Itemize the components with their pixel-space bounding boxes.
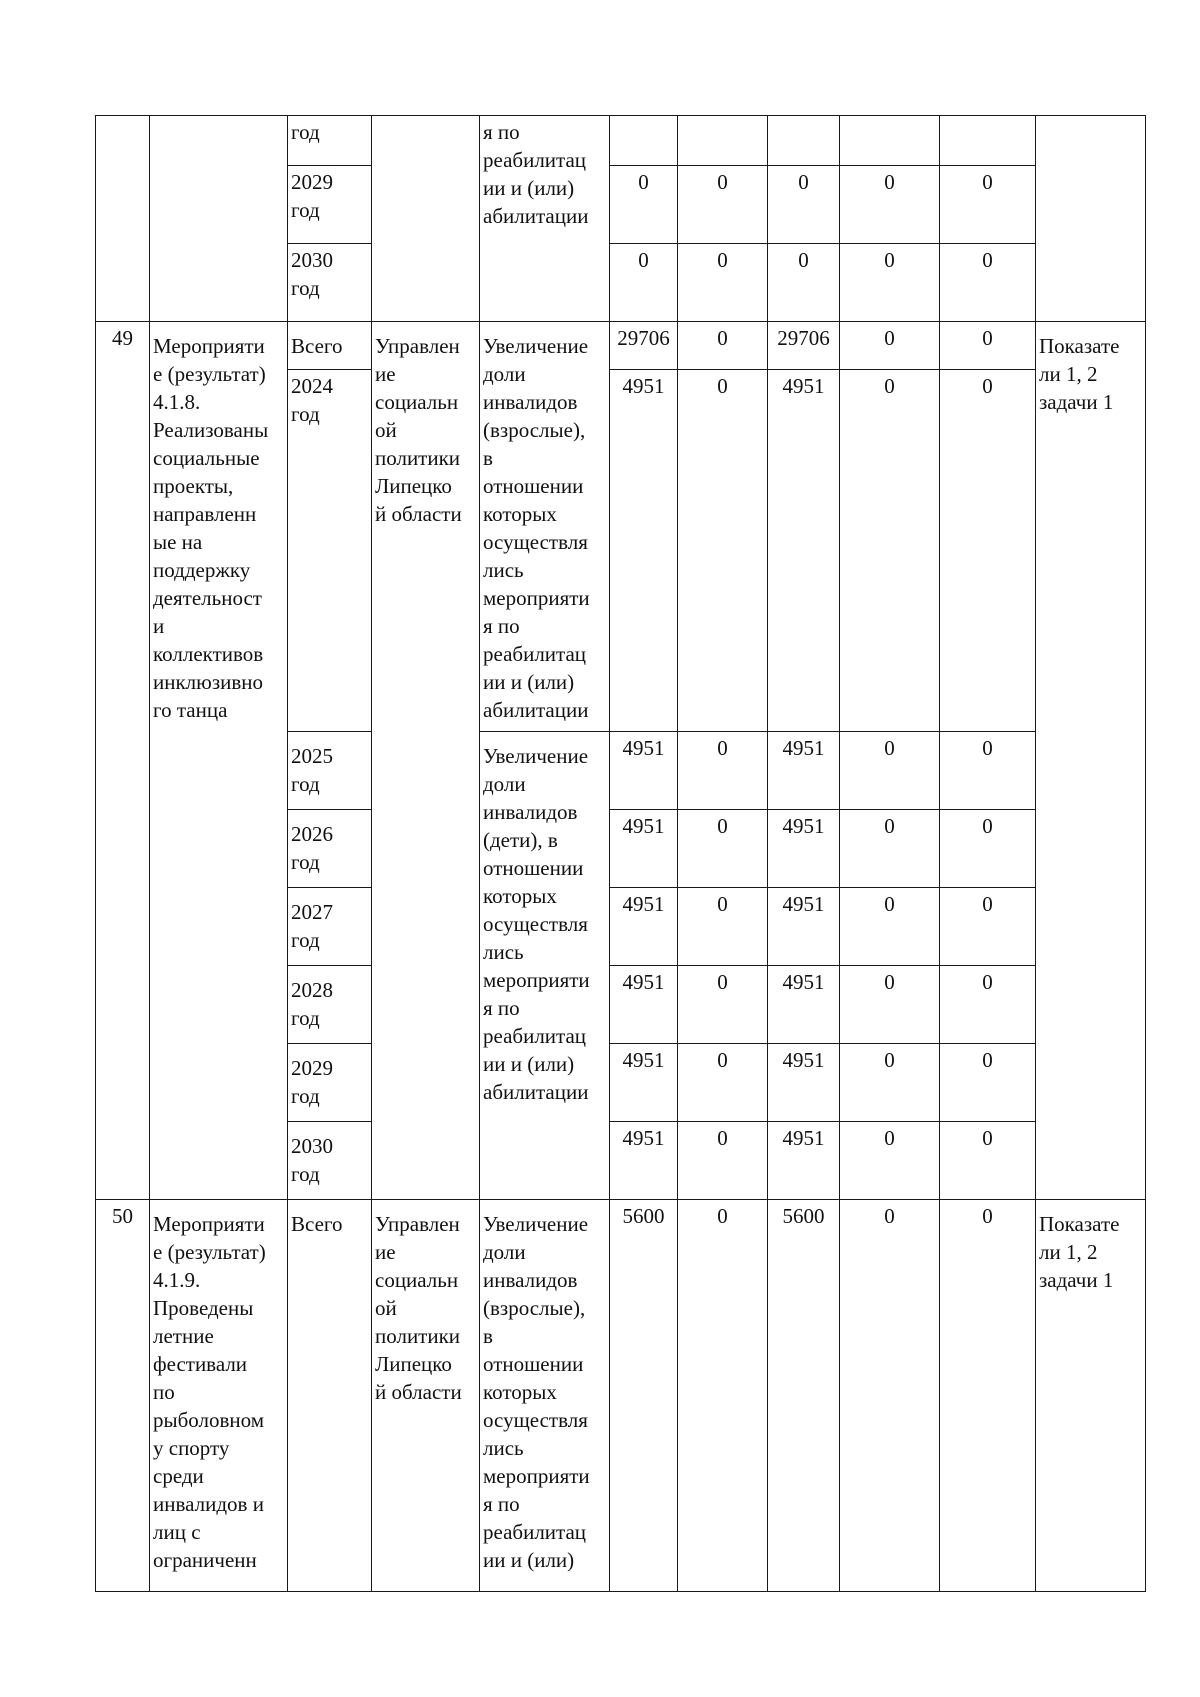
year-cell: 2030 год xyxy=(288,1122,372,1200)
year-cell: 2028 год xyxy=(288,966,372,1044)
year-cell: 2029 год xyxy=(288,1044,372,1122)
value-cell: 4951 xyxy=(768,732,840,810)
value-cell: 4951 xyxy=(610,370,678,732)
year-cell: 2026 год xyxy=(288,810,372,888)
year-cell: Всего xyxy=(288,1200,372,1592)
value-cell: 0 xyxy=(678,166,768,244)
value-cell: 4951 xyxy=(768,1122,840,1200)
value-cell: 0 xyxy=(940,166,1036,244)
value-cell: 4951 xyxy=(768,810,840,888)
indicator-cell: Увеличение доли инвалидов (взрослые), в отношении которых осуществля лись мероприяти я по реабилитац ии и (или) абилитации xyxy=(480,322,610,732)
value-cell: 0 xyxy=(678,888,768,966)
executor-cell xyxy=(372,116,480,322)
executor-cell: Управлен ие социальн ой политики Липецко й области xyxy=(372,1200,480,1592)
year-cell: 2024 год xyxy=(288,370,372,732)
value-cell: 4951 xyxy=(768,966,840,1044)
value-cell: 0 xyxy=(678,810,768,888)
value-cell: 0 xyxy=(840,888,940,966)
item-name-cell: Мероприяти е (результат) 4.1.8. Реализованы социальные проекты, направленн ые на поддержку деятельност и коллективов инклюзивно го танца xyxy=(150,322,288,1200)
item-number-cell: 50 xyxy=(96,1200,150,1592)
table-row xyxy=(96,116,1146,166)
value-cell: 4951 xyxy=(610,1044,678,1122)
item-name-cell xyxy=(150,116,288,322)
value-cell xyxy=(610,116,678,166)
value-cell: 4951 xyxy=(610,1122,678,1200)
value-cell: 0 xyxy=(678,1044,768,1122)
value-cell: 0 xyxy=(840,322,940,370)
year-cell: Всего xyxy=(288,322,372,370)
value-cell xyxy=(840,116,940,166)
value-cell: 0 xyxy=(940,1044,1036,1122)
linked-indicators-cell: Показате ли 1, 2 задачи 1 xyxy=(1036,1200,1146,1592)
value-cell: 0 xyxy=(840,1122,940,1200)
year-cell: 2030 год xyxy=(288,244,372,322)
value-cell: 0 xyxy=(768,244,840,322)
year-cell: 2029 год xyxy=(288,166,372,244)
value-cell: 4951 xyxy=(610,966,678,1044)
value-cell: 0 xyxy=(840,370,940,732)
value-cell: 4951 xyxy=(768,370,840,732)
value-cell: 0 xyxy=(678,322,768,370)
linked-indicators-cell: Показате ли 1, 2 задачи 1 xyxy=(1036,322,1146,1200)
value-cell: 0 xyxy=(940,370,1036,732)
value-cell: 0 xyxy=(678,244,768,322)
value-cell: 0 xyxy=(610,244,678,322)
value-cell: 4951 xyxy=(610,732,678,810)
value-cell: 0 xyxy=(940,966,1036,1044)
linked-indicators-cell xyxy=(1036,116,1146,322)
value-cell: 29706 xyxy=(610,322,678,370)
table-row xyxy=(96,322,1146,370)
value-cell: 0 xyxy=(840,1044,940,1122)
value-cell: 29706 xyxy=(768,322,840,370)
value-cell: 0 xyxy=(940,888,1036,966)
value-cell: 4951 xyxy=(768,888,840,966)
value-cell: 0 xyxy=(678,732,768,810)
value-cell: 0 xyxy=(940,244,1036,322)
value-cell: 0 xyxy=(940,1200,1036,1592)
item-name-cell: Мероприяти е (результат) 4.1.9. Проведены летние фестивали по рыболовном у спорту среди инвалидов и лиц с ограниченн xyxy=(150,1200,288,1592)
indicator-cell: я по реабилитац ии и (или) абилитации xyxy=(480,116,610,322)
value-cell: 5600 xyxy=(768,1200,840,1592)
value-cell: 4951 xyxy=(610,810,678,888)
value-cell: 0 xyxy=(840,810,940,888)
value-cell: 0 xyxy=(678,966,768,1044)
table-row xyxy=(96,1200,1146,1592)
value-cell: 0 xyxy=(940,322,1036,370)
value-cell: 0 xyxy=(840,732,940,810)
value-cell xyxy=(768,116,840,166)
value-cell: 0 xyxy=(678,1200,768,1592)
value-cell: 0 xyxy=(768,166,840,244)
executor-cell: Управлен ие социальн ой политики Липецко й области xyxy=(372,322,480,1200)
program-activities-table xyxy=(95,115,1146,1592)
value-cell: 5600 xyxy=(610,1200,678,1592)
value-cell: 0 xyxy=(940,732,1036,810)
indicator-cell: Увеличение доли инвалидов (дети), в отношении которых осуществля лись мероприяти я по реабилитац ии и (или) абилитации xyxy=(480,732,610,1200)
indicator-cell: Увеличение доли инвалидов (взрослые), в отношении которых осуществля лись мероприяти я по реабилитац ии и (или) xyxy=(480,1200,610,1592)
item-number-cell: 49 xyxy=(96,322,150,1200)
value-cell: 4951 xyxy=(610,888,678,966)
value-cell xyxy=(678,116,768,166)
year-cell: год xyxy=(288,116,372,166)
year-cell: 2025 год xyxy=(288,732,372,810)
value-cell: 0 xyxy=(610,166,678,244)
value-cell: 0 xyxy=(840,244,940,322)
item-number-cell xyxy=(96,116,150,322)
value-cell: 0 xyxy=(678,1122,768,1200)
value-cell: 0 xyxy=(940,1122,1036,1200)
value-cell: 0 xyxy=(840,966,940,1044)
value-cell: 0 xyxy=(940,810,1036,888)
value-cell: 0 xyxy=(678,370,768,732)
value-cell: 4951 xyxy=(768,1044,840,1122)
year-cell: 2027 год xyxy=(288,888,372,966)
value-cell: 0 xyxy=(840,166,940,244)
value-cell: 0 xyxy=(840,1200,940,1592)
value-cell xyxy=(940,116,1036,166)
